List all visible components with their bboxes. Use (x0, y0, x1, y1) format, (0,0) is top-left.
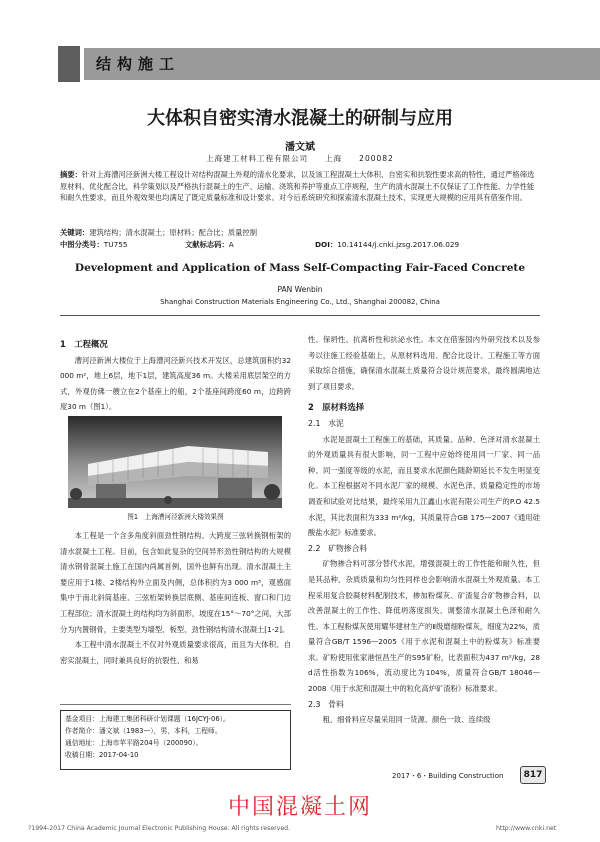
right-column (308, 332, 540, 728)
section-1-paragraph-3: 本工程中清水混凝土不仅对外观质量要求很高，而且为大体积、自密实混凝土，同时兼具良好的抗裂性、和易 (60, 640, 291, 665)
english-title: Development and Application of Mass Self-Compacting Fair-Faced Concrete (74, 262, 526, 274)
clc-label: 中图分类号： (60, 240, 104, 249)
section-2-2-heading: 2.2 矿物掺合料 (308, 543, 368, 553)
figure-caption: 图1 上海漕河泾新洲大楼效果图 (127, 513, 224, 521)
section-1-paragraph-1: 漕河泾新洲大楼位于上海漕河泾新兴技术开发区，总建筑面积约32 000 m²，地上6层，地下1层，建筑高度36 m。大楼采用底层架空的方式，外观仿佛一艘立在2个基座上的船，2个基座间跨度60 m，边跨跨度30 m（图1）。 (60, 355, 291, 412)
footnote-funding: 基金项目：上海建工集团科研计划课题（16JCYJ-06）。 (65, 715, 230, 723)
abstract (60, 169, 540, 204)
section-2-3-heading: 2.3 骨料 (308, 699, 344, 709)
section-title: 结构施工 (96, 55, 181, 73)
keywords-text: 建筑结构；清水混凝土；原材料；配合比；质量控制 (89, 228, 258, 237)
section-2-2-paragraph: 矿物掺合料可部分替代水泥，增强混凝土的工作性能和耐久性，但是其品种、杂质质量和均匀性同样也会影响清水混凝土外观质量。本工程采用复合胶凝材料配制技术，掺加粉煤灰、矿渣复合矿物掺合料，以改善混凝土的工作性、降低坍落度损失、调整清水混凝土色泽和耐久性。本工程粉煤灰使用耀华建材生产的Ⅱ级磨细粉煤灰，细度为22%，质量符合GB/T 1596—2005《用于水泥和混凝土中的粉煤灰》标准要求。矿粉使用张家港恒昌生产的S95矿粉，比表面积为437 m²/kg，28 d活性指数为106%，流动度比为104%，质量符合GB/T 18046—2008《用于水泥和混凝土中的粒化高炉矿渣粉》标准要求。 (308, 559, 540, 694)
intro-continuation: 性、保坍性、抗离析性和抗泌水性。本文在借鉴国内外研究技术以及参考以往施工经验基础上，从原材料选用、配合比设计、工程施工等方面采取综合措施，确保清水混凝土质量符合设计规范要求，最终圆满地达到了项目要求。 (308, 335, 540, 391)
keywords-label: 关键词： (60, 228, 90, 237)
english-affiliation: Shanghai Construction Materials Engineering Co., Ltd., Shanghai 200082, China (160, 298, 440, 306)
section-1-paragraph-2: 本工程是一个含多角度斜面劲性钢结构、大跨度三弦转换钢桁架的清水混凝土工程。目前，包含如此复杂的空间异形劲性钢结构的大规模清水钢骨混凝土施工在国内尚属首例，国外也鲜有出现。清水混凝土主要应用于1楼、2楼结构外立面及内侧，总体积约为3 000 m³，观感面集中于南北斜筒基座、三弦桁架转换层底侧、基座间连板、窗口和门边工程部位；清水混凝土的结构均为斜面形，坡度在15°～70°之间，大部分为内置钢骨，主要类型为墙型、板型、劲性钢结构清水混凝土[1-2]。 (60, 531, 291, 634)
left-column-top (60, 337, 291, 415)
journal-issue: 2017・6・Building Construction (392, 772, 504, 780)
keywords (60, 227, 540, 239)
abstract-label: 摘要： (60, 170, 82, 179)
paper-title: 大体积自密实清水混凝土的研制与应用 (147, 108, 453, 129)
footnote-author-bio: 作者简介：潘文斌（1983—），男，本科，工程师。 (65, 727, 222, 735)
watermark-text: 中国混凝土网 (227, 795, 372, 820)
divider (60, 315, 540, 316)
clc-value: TU755 (103, 240, 128, 249)
doi-label: DOI： (315, 240, 338, 249)
section-2-3-paragraph: 粗、细骨料应尽量采用同一货源、颜色一致、连续级 (322, 715, 491, 725)
header-tab-gap (80, 46, 84, 82)
footnote-box (60, 710, 291, 770)
author-name: 潘文斌 (285, 142, 315, 153)
footnote-received-date: 收稿日期：2017-04-10 (65, 751, 139, 759)
english-author: PAN Wenbin (277, 285, 323, 294)
footnote-rule (60, 704, 291, 705)
abstract-text: 针对上海漕河泾新洲大楼工程设计对结构混凝土外观的清水化要求，以及该工程混凝土大体积、自密实和抗裂性要求高的特性，通过严格筛选原材料、优化配合比，科学策划以及严格执行混凝土的生产、运输、浇筑和养护等重点工序规程，生产的清水混凝土不仅保证了工作性能、力学性能和耐久性要求，而且外观效果也均满足了既定质量标准和设计要求。对今后系统研究和探索清水混凝土技术、实现更大规模的应用具有借鉴作用。 (60, 170, 535, 203)
cnki-link[interactable]: http://www.cnki.net (496, 825, 557, 832)
author-affiliation: 上海建工材料工程有限公司 上海 200082 (206, 154, 394, 163)
doc-code-value: A (228, 240, 234, 249)
section-2-heading: 2 原材料选择 (308, 402, 365, 413)
footnote-address: 通信地址：上海市苹平路204号（200090）。 (65, 739, 203, 747)
section-2-1-heading: 2.1 水泥 (308, 418, 344, 428)
section-1-heading: 1 工程概况 (60, 339, 108, 349)
doi-value: 10.14144/j.cnki.jzsg.2017.06.029 (337, 240, 460, 249)
building-rendering-image (68, 416, 282, 508)
page-number: 817 (520, 766, 546, 784)
header-tab-marker (58, 46, 80, 82)
doc-code-label: 文献标志码： (185, 240, 229, 249)
left-column-bottom (60, 528, 291, 668)
section-2-1-paragraph: 水泥是混凝土工程施工的基础，其质量、品种、色泽对清水混凝土的外观质量具有很大影响，同一工程中应始终使用同一厂家、同一品种、同一强度等级的水泥，而且要求水泥颜色随龄期延长不发生明显变化。本工程根据对不同水泥厂家的规模、水泥色泽、质量稳定性的市场调查和试验对比结果，最终采用九江鑫山水泥有限公司生产的P.O 42.5水泥，其比表面积为333 m²/kg，其质量符合GB 175—2007《通用硅酸盐水泥》标准要求。 (308, 434, 540, 538)
copyright-notice: ?1994-2017 China Academic Journal Electronic Publishing House. All rights reserved. (28, 825, 291, 832)
